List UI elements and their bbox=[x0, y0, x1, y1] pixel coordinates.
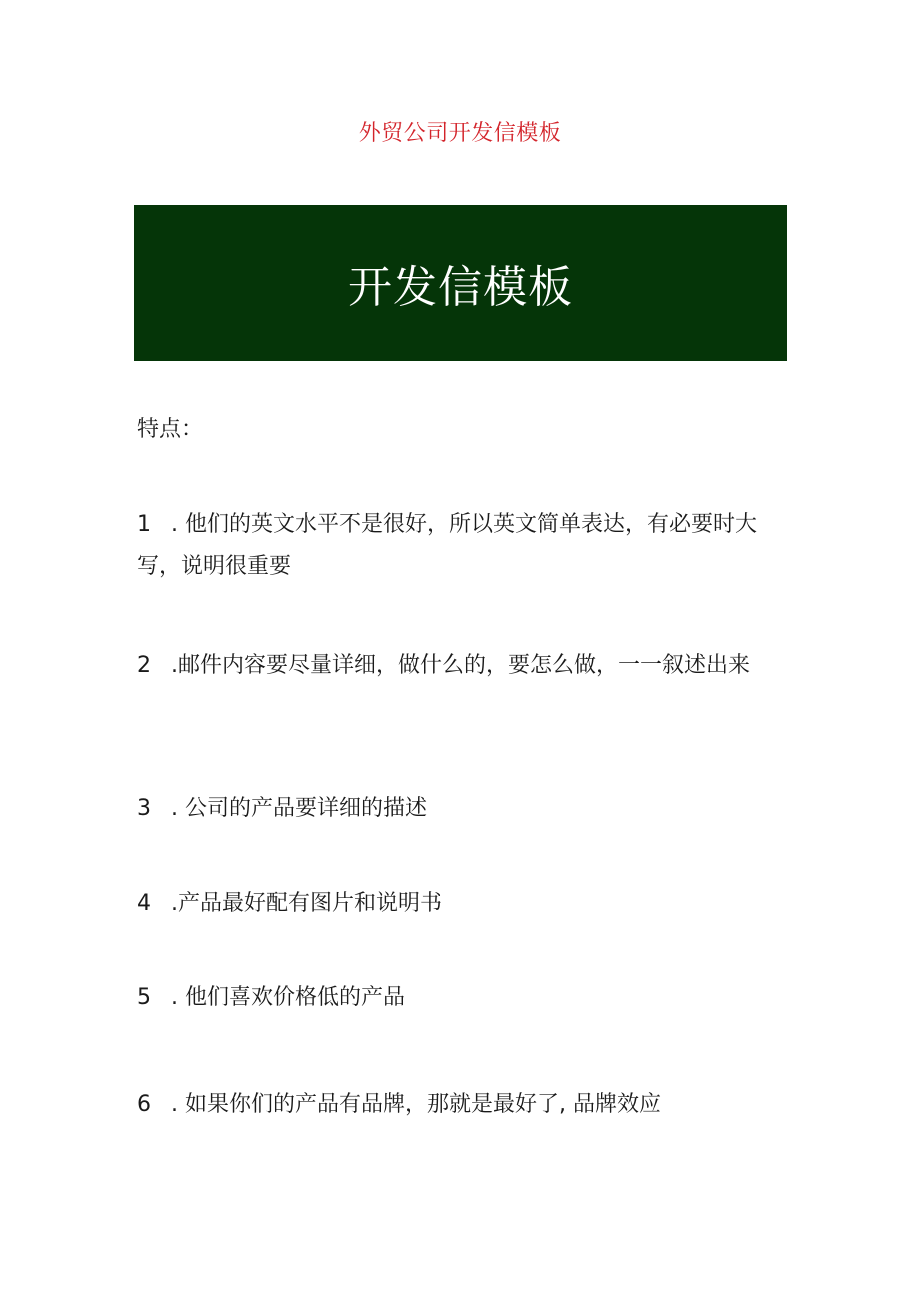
title-banner bbox=[134, 205, 787, 361]
list-item bbox=[137, 788, 787, 830]
list-item-text: . 如果你们的产品有品牌，那就是最好了, 品牌效应 bbox=[171, 1092, 661, 1117]
list-item-number: 3 bbox=[137, 796, 151, 821]
list-item-number: 6 bbox=[137, 1092, 151, 1117]
list-item-number: 5 bbox=[137, 985, 151, 1010]
document-header: 外贸公司开发信模板 bbox=[358, 121, 562, 146]
list-item-text: .产品最好配有图片和说明书 bbox=[171, 891, 442, 916]
list-item-text: .邮件内容要尽量详细，做什么的，要怎么做，一一叙述出来 bbox=[171, 653, 750, 678]
section-label: 特点： bbox=[137, 417, 204, 442]
banner-title: 开发信模板 bbox=[348, 262, 573, 313]
list-item bbox=[137, 977, 787, 1019]
list-item-text: . 公司的产品要详细的描述 bbox=[171, 796, 427, 821]
list-item-number: 1 bbox=[137, 512, 151, 537]
list-item-text: . 他们的英文水平不是很好，所以英文简单表达，有必要时大写，说明很重要 bbox=[137, 512, 757, 579]
list-item bbox=[137, 504, 787, 588]
list-item bbox=[137, 1084, 787, 1126]
list-item bbox=[137, 883, 787, 925]
list-item-number: 2 bbox=[137, 653, 151, 678]
list-item-number: 4 bbox=[137, 891, 151, 916]
list-item-text: . 他们喜欢价格低的产品 bbox=[171, 985, 405, 1010]
list-item bbox=[137, 645, 787, 687]
